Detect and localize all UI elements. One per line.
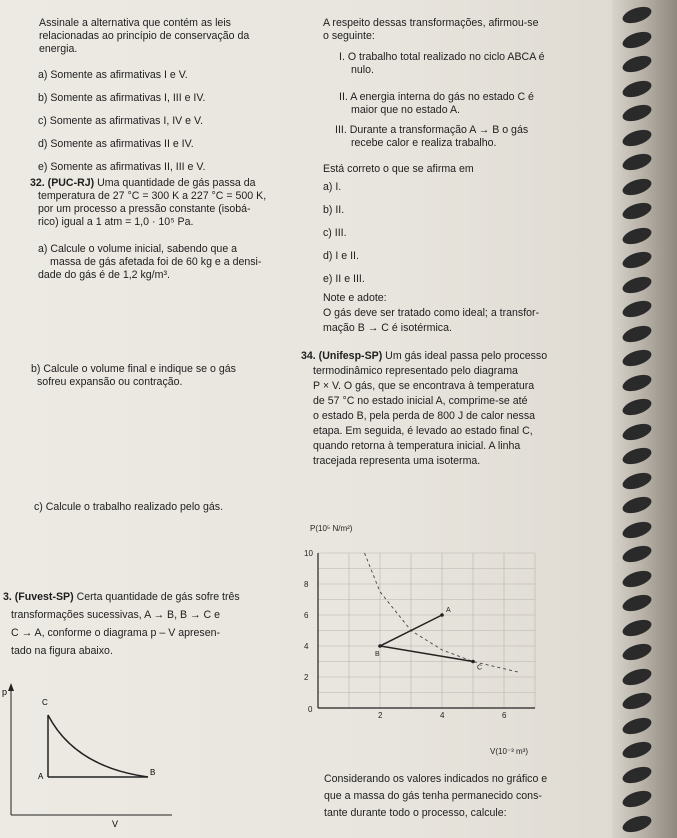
q34-text: quando retorna à temperatura inicial. A linha [313,440,521,452]
option-c: c) Somente as afirmativas I, IV e V. [38,115,204,127]
q34-header: 34. (Unifesp-SP) [301,350,383,362]
right-option-d: d) I e II. [323,250,359,262]
right-option-e: e) II e III. [323,273,365,285]
p-axis-label: p [2,687,8,697]
option-d: d) Somente as afirmativas II e IV. [38,138,194,150]
q34-first-line [301,350,547,364]
x-tick-label: 4 [440,711,445,720]
q34-conclusion: tante durante todo o processo, calcule: [324,807,507,819]
q33-header: 3. (Fuvest-SP) [3,591,74,603]
point-b-label: B [150,768,156,777]
q32-first-line [30,177,256,191]
data-point-c [471,660,475,664]
x-tick-label: 0 [308,705,313,714]
statement-i: nulo. [351,64,374,76]
point-label-c: C [477,664,483,672]
q32-part-a: dade do gás é de 1,2 kg/m³. [38,269,170,281]
p-axis-arrow-icon [8,683,14,691]
y-tick-label: 10 [304,549,313,558]
y-tick-label: 2 [304,673,309,682]
note-text: O gás deve ser tratado como ideal; a transfor- [323,307,540,319]
y-tick-label: 6 [304,611,309,620]
note-text: mação B → C é isotérmica. [323,322,452,334]
option-b: b) Somente as afirmativas I, III e IV. [38,92,206,104]
pv-chart [290,508,610,758]
x-tick-label: 6 [502,711,507,720]
statement-iii: III. Durante a transformação A → B o gás [335,124,529,136]
q32-part-b: sofreu expansão ou contração. [37,376,183,388]
right-intro: A respeito dessas transformações, afirmou-se [323,17,539,29]
q33-text: transformações sucessivas, A → B, B → C e [11,609,221,621]
data-point-a [440,613,444,617]
statement-ii: maior que no estado A. [351,104,460,116]
q34-conclusion: que a massa do gás tenha permanecido cons- [324,790,542,802]
statement-i: I. O trabalho total realizado no ciclo ABCA é [339,51,545,63]
option-e: e) Somente as afirmativas II, III e V. [38,161,206,173]
question-intro-line: Assinale a alternativa que contém as leis [39,17,231,29]
q34-conclusion: Considerando os valores indicados no gráfico e [324,773,548,785]
bc-curve [48,715,148,777]
note-title: Note e adote: [323,292,387,304]
y-tick-label: 8 [304,580,309,589]
x-tick-label: 2 [378,711,383,720]
point-c-label: C [42,698,48,707]
q33-text: tado na figura abaixo. [11,645,113,657]
q33-text: C → A, conforme o diagrama p – V apresen- [11,627,221,639]
right-intro: o seguinte: [323,30,375,42]
q34-text: P × V. O gás, que se encontrava à temperatura [313,380,535,392]
statement-iii: recebe calor e realiza trabalho. [351,137,497,149]
q32-part-c: c) Calcule o trabalho realizado pelo gás. [34,501,224,513]
binder-edge [612,0,677,838]
right-option-b: b) II. [323,204,345,216]
q32-text: por um processo a pressão constante (isobá- [38,203,251,215]
q34-text: Um gás ideal passa pelo processo [382,350,548,362]
q32-part-b: b) Calcule o volume final e indique se o gás [31,363,236,375]
v-axis-label: V [112,819,119,829]
point-label-b: B [375,651,380,658]
q34-text: de 57 °C no estado inicial A, comprime-se até [313,395,528,407]
q32-text: temperatura de 27 °C = 300 K a 227 °C = 500 K, [38,190,267,202]
q32-part-a: a) Calcule o volume inicial, sabendo que a [38,243,238,255]
y-axis-label: P(10⁵ N/m²) [310,524,353,533]
segment-b-c [380,646,473,662]
question-intro-line: relacionadas ao princípio de conservação da [39,30,250,42]
q32-header: 32. (PUC-RJ) [30,177,95,189]
q34-text: etapa. Em seguida, é levado ao estado final C, [313,425,533,437]
q32-part-a: massa de gás afetada foi de 60 kg e a densi- [50,256,262,268]
point-a-label: A [38,772,44,781]
option-a: a) Somente as afirmativas I e V. [38,69,188,81]
q33-text: Certa quantidade de gás sofre três [73,591,240,603]
point-label-a: A [446,607,451,614]
right-option-a: a) I. [323,181,342,193]
pv-cycle-diagram [0,655,180,830]
q33-first-line [3,591,240,605]
right-question: Está correto o que se afirma em [323,163,474,175]
q34-text: o estado B, pela perda de 800 J de calor nessa [313,410,536,422]
question-intro-line: energia. [39,43,78,55]
statement-ii: II. A energia interna do gás no estado C é [339,91,534,103]
right-option-c: c) III. [323,227,347,239]
q32-text: Uma quantidade de gás passa da [94,177,256,189]
x-axis-label: V(10⁻³ m³) [490,747,528,756]
q34-text: termodinâmico representado pelo diagrama [313,365,518,377]
y-tick-label: 4 [304,642,309,651]
data-point-b [378,644,382,648]
q32-text: rico) igual a 1 atm = 1,0 · 10⁵ Pa. [38,216,194,228]
q34-text: tracejada representa uma isoterma. [313,455,481,467]
